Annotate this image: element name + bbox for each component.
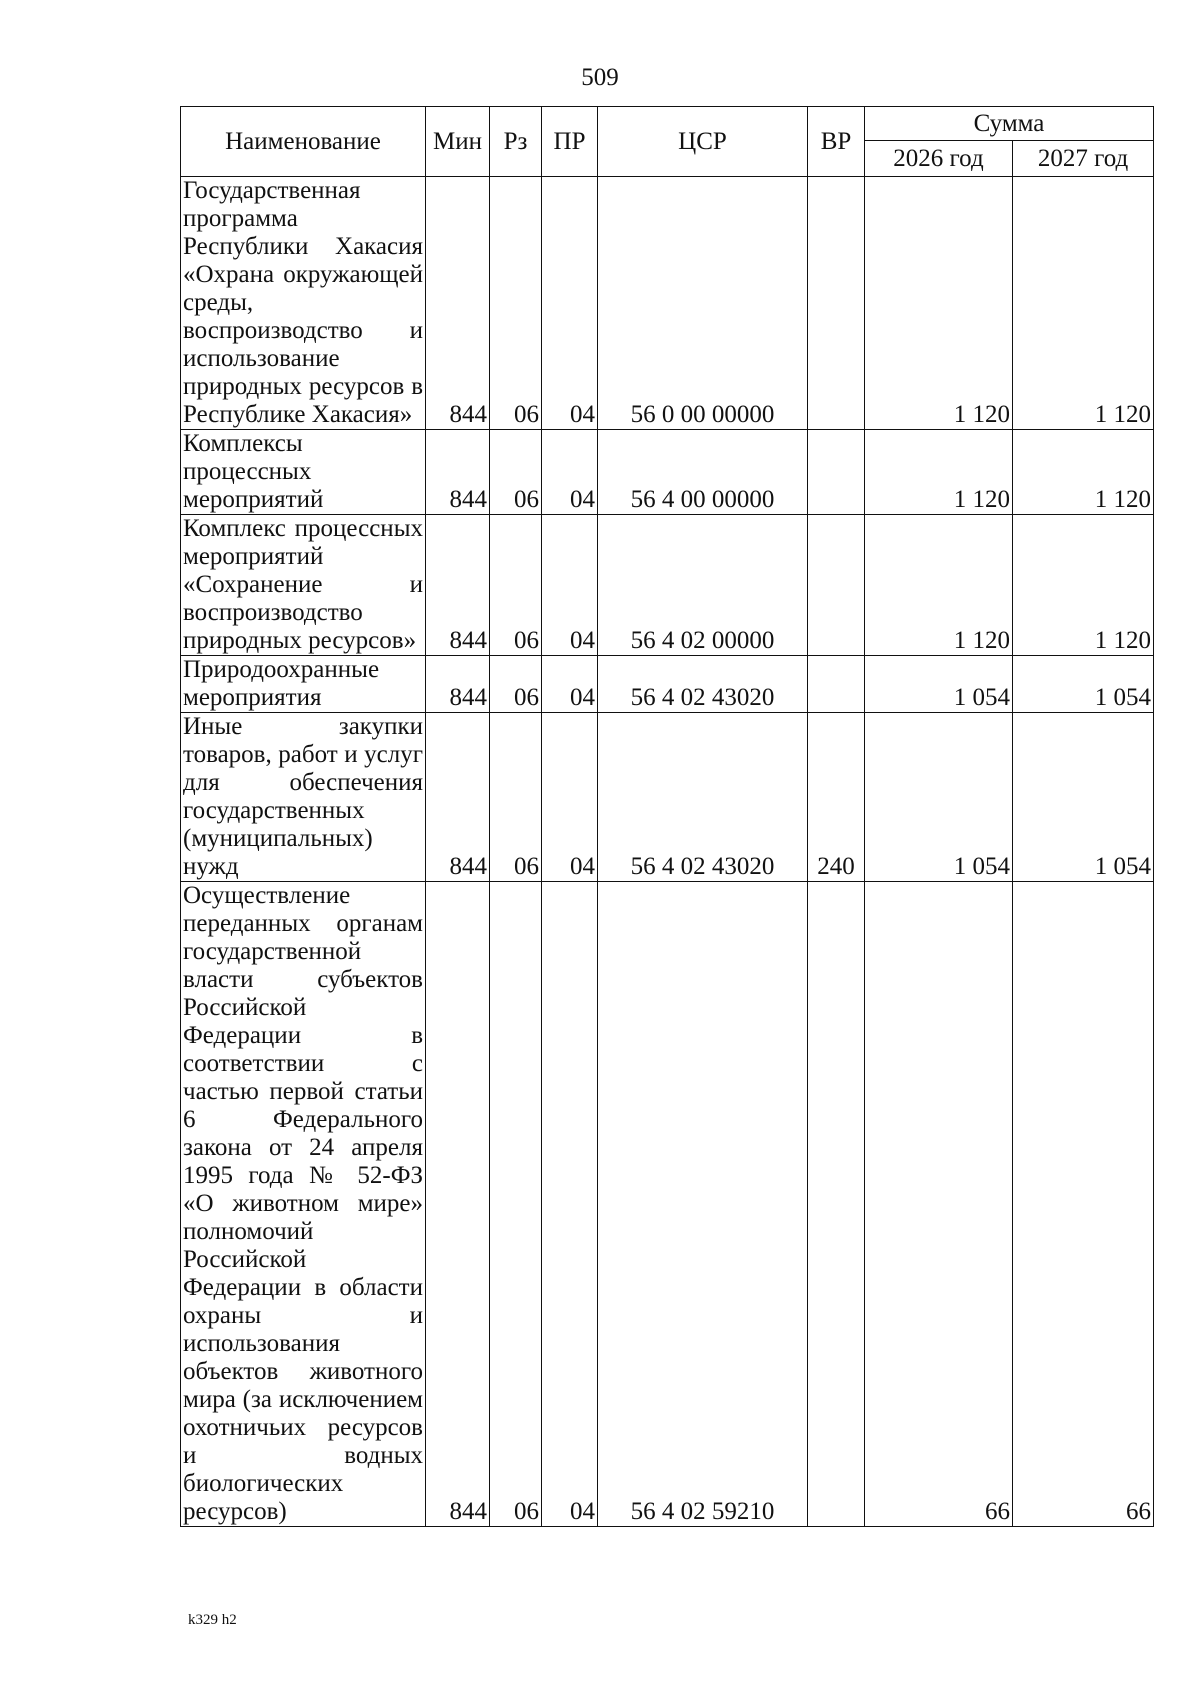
row-rz: 06 bbox=[490, 430, 542, 515]
row-amount-2026: 1 054 bbox=[865, 713, 1013, 882]
table-row bbox=[181, 882, 1154, 1527]
row-amount-2027: 1 054 bbox=[1013, 713, 1154, 882]
row-vr bbox=[808, 882, 865, 1527]
page-number: 509 bbox=[581, 64, 619, 91]
row-vr: 240 bbox=[808, 713, 865, 882]
row-rz: 06 bbox=[490, 656, 542, 713]
row-amount-2026: 1 054 bbox=[865, 656, 1013, 713]
row-csr: 56 0 00 00000 bbox=[598, 177, 808, 430]
footer-code: k329 h2 bbox=[188, 1612, 237, 1628]
row-amount-2027: 1 054 bbox=[1013, 656, 1154, 713]
header-name: Наименование bbox=[181, 107, 426, 177]
row-name: Комплекс процессных мероприятий «Сохранение и воспроизводство природных ресурсов» bbox=[181, 515, 426, 656]
table-header bbox=[181, 107, 1154, 177]
header-csr: ЦСР bbox=[598, 107, 808, 177]
row-amount-2026: 1 120 bbox=[865, 177, 1013, 430]
header-rz: Рз bbox=[490, 107, 542, 177]
row-pr: 04 bbox=[542, 177, 598, 430]
row-min: 844 bbox=[426, 430, 490, 515]
row-pr: 04 bbox=[542, 656, 598, 713]
header-year-2026: 2026 год bbox=[865, 141, 1013, 177]
row-pr: 04 bbox=[542, 515, 598, 656]
row-name: Иные закупки товаров, работ и услуг для обеспечения государственных (муниципальных) нужд bbox=[181, 713, 426, 882]
row-vr bbox=[808, 656, 865, 713]
table-row bbox=[181, 656, 1154, 713]
row-min: 844 bbox=[426, 882, 490, 1527]
header-pr: ПР bbox=[542, 107, 598, 177]
table-row bbox=[181, 177, 1154, 430]
row-vr bbox=[808, 177, 865, 430]
row-amount-2026: 66 bbox=[865, 882, 1013, 1527]
row-rz: 06 bbox=[490, 713, 542, 882]
row-csr: 56 4 02 43020 bbox=[598, 656, 808, 713]
row-amount-2027: 1 120 bbox=[1013, 430, 1154, 515]
header-vr: ВР bbox=[808, 107, 865, 177]
row-rz: 06 bbox=[490, 177, 542, 430]
row-amount-2027: 1 120 bbox=[1013, 177, 1154, 430]
row-name: Природоохранные мероприятия bbox=[181, 656, 426, 713]
header-year-2027: 2027 год bbox=[1013, 141, 1154, 177]
budget-table bbox=[180, 106, 1154, 1527]
row-csr: 56 4 00 00000 bbox=[598, 430, 808, 515]
row-min: 844 bbox=[426, 656, 490, 713]
row-amount-2026: 1 120 bbox=[865, 515, 1013, 656]
row-vr bbox=[808, 515, 865, 656]
row-amount-2027: 66 bbox=[1013, 882, 1154, 1527]
table-body bbox=[181, 177, 1154, 1527]
row-min: 844 bbox=[426, 177, 490, 430]
table-row bbox=[181, 430, 1154, 515]
table-row bbox=[181, 515, 1154, 656]
row-csr: 56 4 02 00000 bbox=[598, 515, 808, 656]
row-name: Комплексы процессных мероприятий bbox=[181, 430, 426, 515]
row-min: 844 bbox=[426, 713, 490, 882]
row-csr: 56 4 02 59210 bbox=[598, 882, 808, 1527]
row-csr: 56 4 02 43020 bbox=[598, 713, 808, 882]
row-name: Государственная программа Республики Хакасия «Охрана окружающей среды, воспроизводство и использование природных ресурсов в Республике Хакасия» bbox=[181, 177, 426, 430]
row-pr: 04 bbox=[542, 882, 598, 1527]
table-row bbox=[181, 713, 1154, 882]
row-amount-2026: 1 120 bbox=[865, 430, 1013, 515]
row-rz: 06 bbox=[490, 515, 542, 656]
header-sum: Сумма bbox=[865, 107, 1154, 141]
row-amount-2027: 1 120 bbox=[1013, 515, 1154, 656]
header-min: Мин bbox=[426, 107, 490, 177]
row-rz: 06 bbox=[490, 882, 542, 1527]
row-pr: 04 bbox=[542, 430, 598, 515]
row-pr: 04 bbox=[542, 713, 598, 882]
row-vr bbox=[808, 430, 865, 515]
row-min: 844 bbox=[426, 515, 490, 656]
row-name: Осуществление переданных органам государственной власти субъектов Российской Федерации в соответствии с частью первой статьи 6 Федерального закона от 24 апреля 1995 года № 52-ФЗ «О животном мире» полномочий Российской Федерации в области охраны и использования объектов животного мира (за исключением охотничьих ресурсов и водных биологических ресурсов) bbox=[181, 882, 426, 1527]
